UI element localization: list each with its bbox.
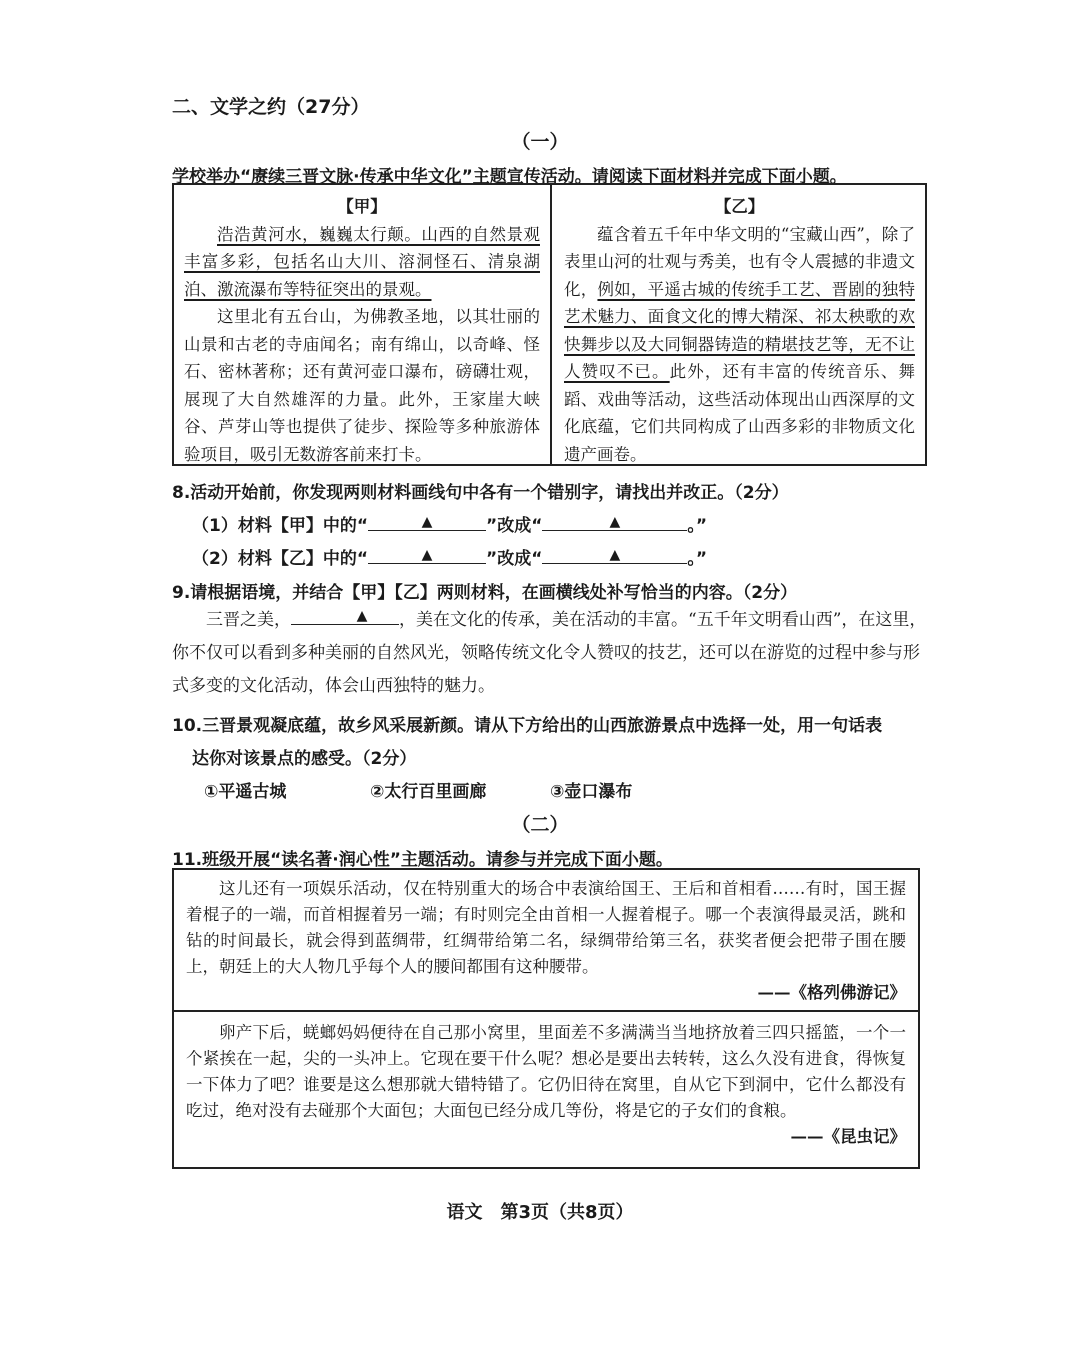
excerpt-gulliver-source: ——《格列佛游记》	[757, 983, 906, 1002]
material-yi-underlined: 例如，平遥古城的传统手工艺、晋剧的独特艺术魅力、面食文化的博大精深、祁太秧歌的欢快舞步以及大同铜器铸造的精堪技艺等，无不让人赞叹不已。	[564, 279, 916, 381]
q9-stem: 9.请根据语境，并结合【甲】【乙】两则材料，在画横线处补写恰当的内容。（2分）	[172, 583, 798, 603]
q8-sub1-blank2[interactable]	[542, 512, 687, 531]
q8-sub1-blank1[interactable]	[368, 512, 486, 531]
part2-title: （二）	[511, 814, 569, 836]
q8-sub2-end: 。”	[687, 549, 708, 569]
q10-option-2: ②太行百里画廊	[370, 782, 487, 802]
excerpts-box	[172, 868, 920, 1169]
q9-passage	[172, 604, 927, 703]
part1-intro: 学校举办“赓续三晋文脉·传承中华文化”主题宣传活动。请阅读下面材料并完成下面小题。	[172, 167, 847, 187]
q10-stem-line2: 达你对该景点的感受。（2分）	[192, 749, 417, 769]
material-jia-text: 这里北有五台山，为佛教圣地，以其壮丽的山景和古老的寺庙闻名；南有绵山，以奇峰、怪石、密林著称；还有黄河壶口瀑布，磅礴壮观，展现了大自然雄浑的力量。此外，王家崖大峡谷、芦芽山等也提供了徒步、探险等多种旅游体验项目，吸引无数游客前来打卡。	[184, 307, 540, 464]
triangle-marker-icon: ▲	[609, 514, 621, 530]
triangle-marker-icon: ▲	[421, 547, 433, 563]
excerpt-insects-source: ——《昆虫记》	[790, 1127, 906, 1146]
material-yi-text-before: 蕴含着五千年中华文明的“宝藏山西”，除了表里山河的壮观与秀美，也有令人震撼的非遗文化，	[564, 224, 915, 299]
q10-option-3: ③壶口瀑布	[550, 782, 633, 802]
q8-stem: 8.活动开始前，你发现两则材料画线句中各有一个错别字，请找出并改正。（2分）	[172, 483, 789, 503]
part1-title: （一）	[511, 131, 569, 153]
material-yi-label: 【乙】	[714, 197, 765, 216]
q9-lead: 三晋之美，	[206, 610, 291, 630]
material-jia	[174, 185, 552, 464]
q8-sub2	[192, 544, 707, 569]
material-yi	[554, 185, 925, 464]
section-title: 二、文学之约（27分）	[172, 96, 370, 118]
q8-sub2-prefix: （2）材料【乙】中的“	[192, 549, 369, 569]
q10-stem-line1: 10.三晋景观凝底蕴，故乡风采展新颜。请从下方给出的山西旅游景点中选择一处，用一句话表	[172, 716, 883, 736]
triangle-marker-icon: ▲	[421, 514, 433, 530]
excerpt-divider	[174, 1010, 918, 1012]
materials-box	[172, 183, 927, 466]
q8-sub2-blank1[interactable]	[368, 545, 486, 564]
q9-blank[interactable]	[291, 606, 399, 625]
triangle-marker-icon: ▲	[356, 608, 368, 624]
q8-sub1	[192, 511, 707, 536]
q8-sub2-mid: ”改成“	[486, 549, 543, 569]
page-footer: 语文 第3页（共8页）	[446, 1202, 634, 1223]
q8-sub1-end: 。”	[687, 516, 708, 536]
material-yi-text-after: 此外，还有丰富的传统音乐、舞蹈、戏曲等活动，这些活动体现出山西深厚的文化底蕴，它们共同构成了山西多彩的非物质文化遗产画卷。	[564, 362, 916, 464]
q10-option-1: ①平遥古城	[204, 782, 287, 802]
q9-text: ，美在文化的传承，美在活动的丰富。“五千年文明看山西”，在这里，你不仅可以看到多种美丽的自然风光，领略传统文化令人赞叹的技艺，还可以在游览的过程中参与形式多变的文化活动，体会山西独特的魅力。	[172, 610, 927, 696]
excerpt-insects: 卵产下后，蜣螂妈妈便待在自己那小窝里，里面差不多满满当当地挤放着三四只摇篮，一个一个紧挨在一起，尖的一头冲上。它现在要干什么呢？想必是要出去转转，这么久没有进食，得恢复一下体力了吧？谁要是这么想那就大错特错了。它仍旧待在窝里，自从它下到洞中，它什么都没有吃过，绝对没有去碰那个大面包；大面包已经分成几等份，将是它的子女们的食粮。	[186, 1023, 906, 1120]
q11-stem: 11.班级开展“读名著·润心性”主题活动。请参与并完成下面小题。	[172, 850, 673, 870]
q8-sub1-prefix: （1）材料【甲】中的“	[192, 516, 369, 536]
q8-sub2-blank2[interactable]	[542, 545, 687, 564]
q8-sub1-mid: ”改成“	[486, 516, 543, 536]
material-jia-underlined: 浩浩黄河水，巍巍太行颠。山西的自然景观丰富多彩，包括名山大川、溶洞怪石、清泉湖泊、激流瀑布等特征突出的景观。	[184, 224, 540, 299]
material-jia-label: 【甲】	[337, 197, 387, 216]
excerpt-gulliver: 这儿还有一项娱乐活动，仅在特别重大的场合中表演给国王、王后和首相看……有时，国王握着棍子的一端，而首相握着另一端；有时则完全由首相一人握着棍子。哪一个表演得最灵活，跳和钻的时间最长，就会得到蓝绸带，红绸带给第二名，绿绸带给第三名，获奖者便会把带子围在腰上，朝廷上的大人物几乎每个人的腰间都围有这种腰带。	[186, 879, 906, 976]
triangle-marker-icon: ▲	[609, 547, 621, 563]
